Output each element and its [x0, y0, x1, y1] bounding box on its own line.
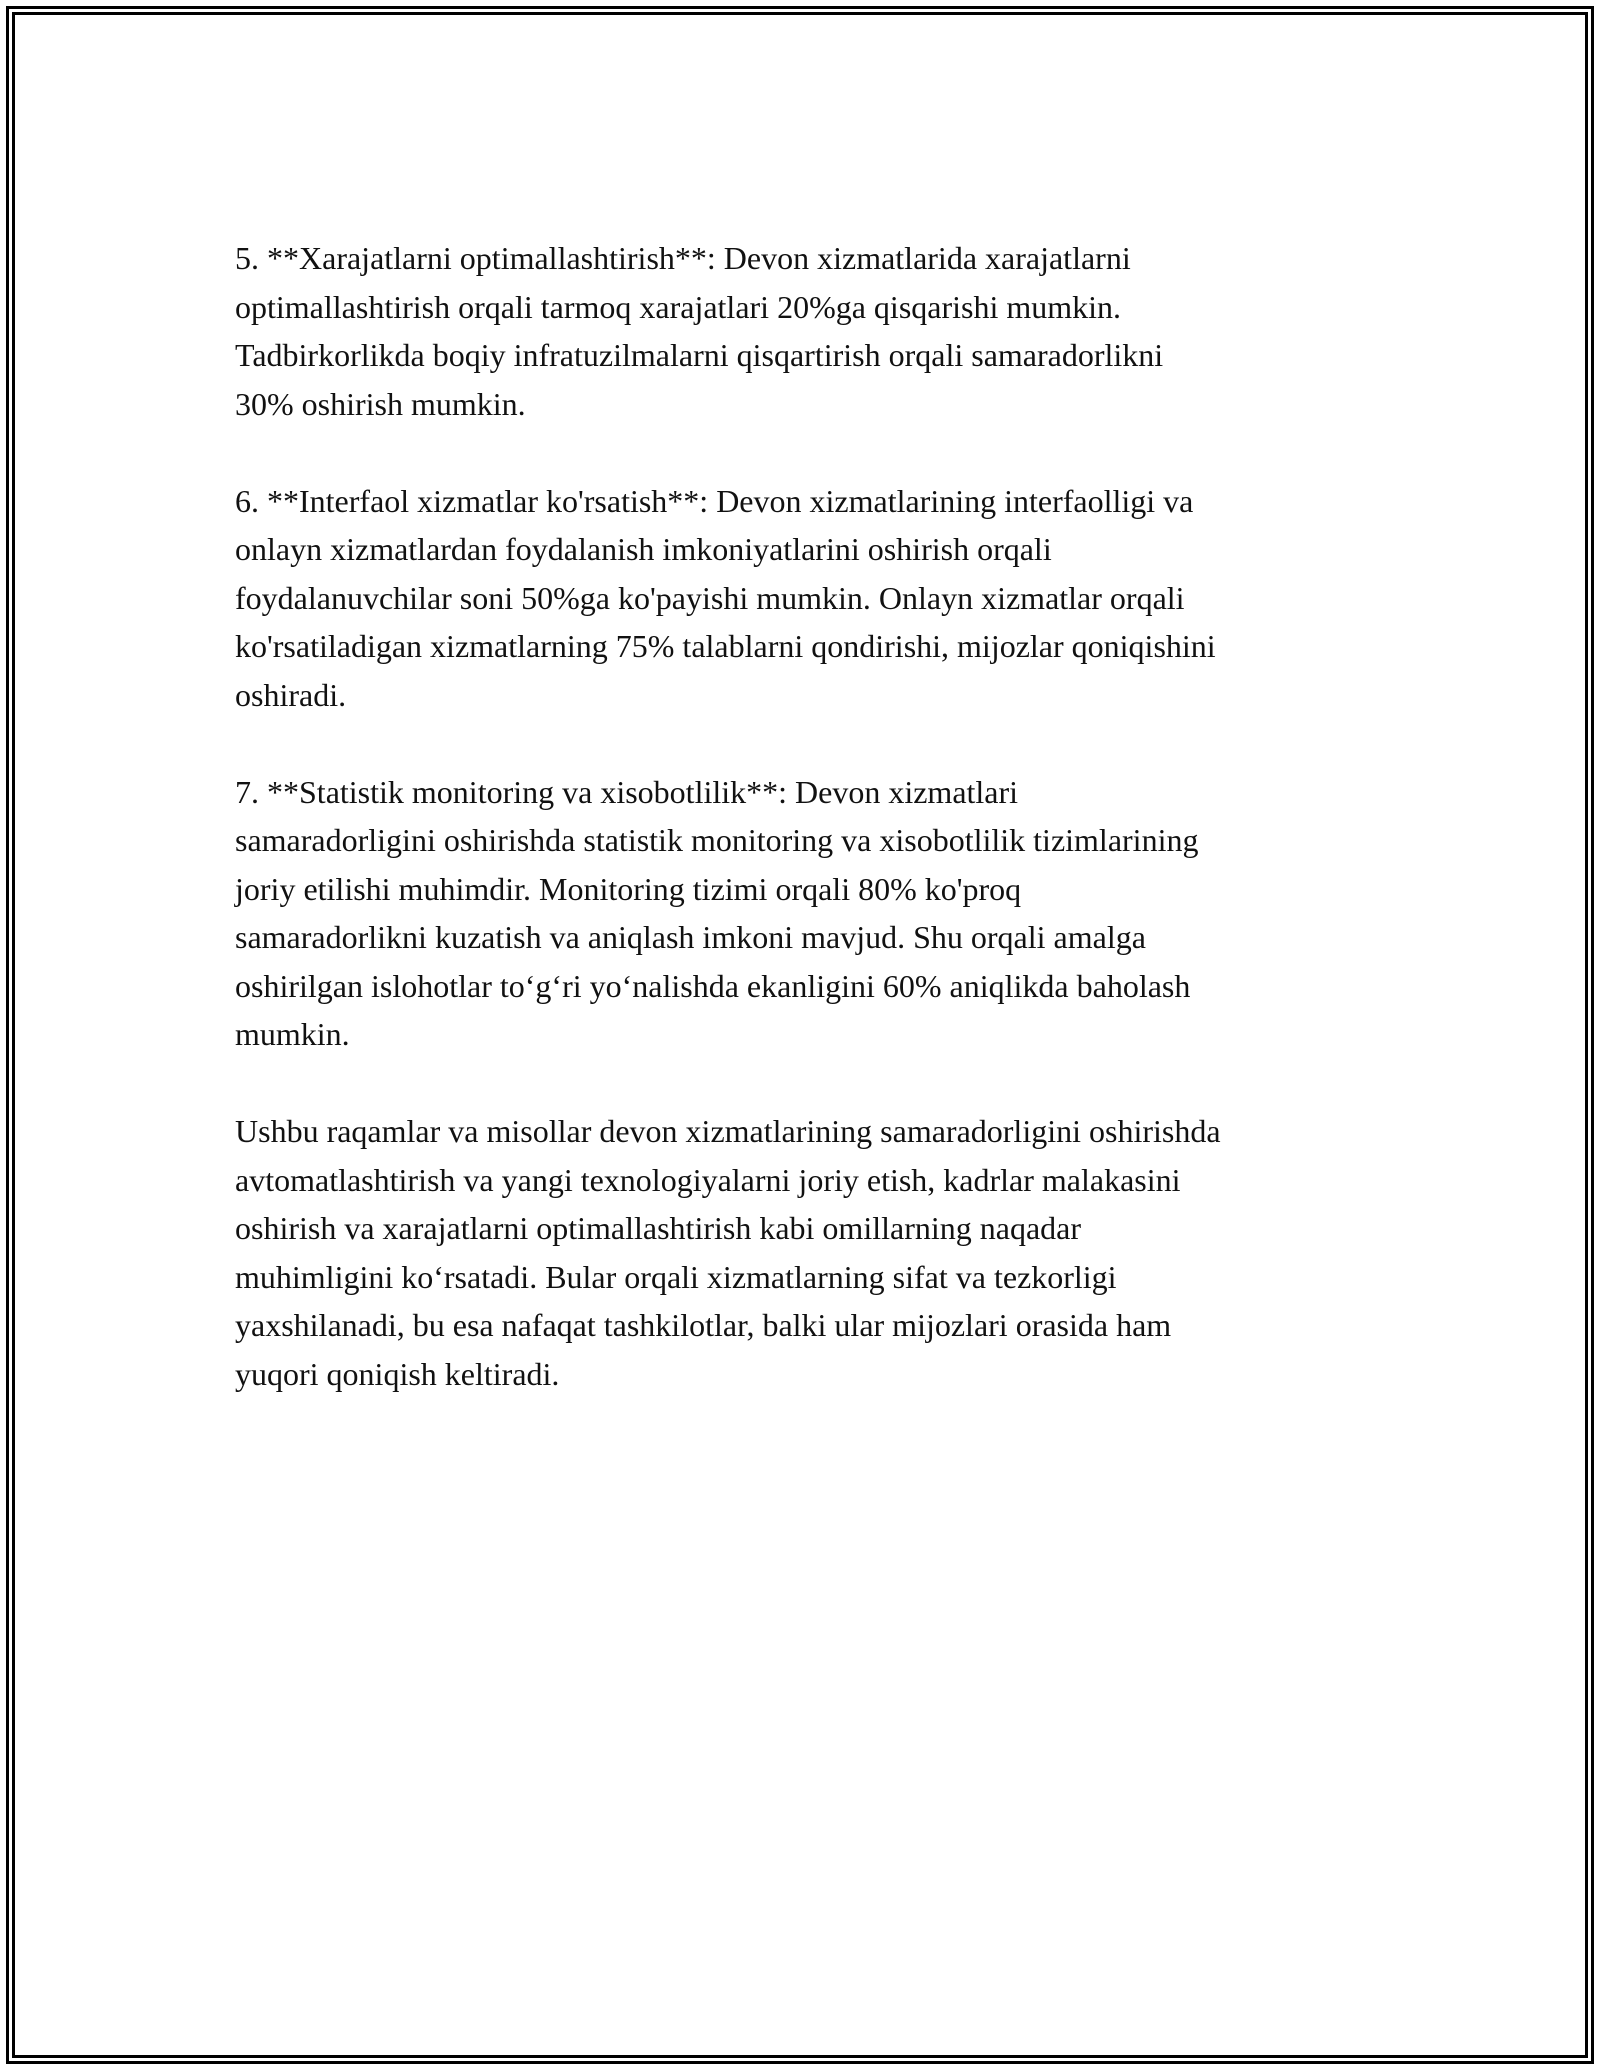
text-line: yuqori qoniqish keltiradi.: [235, 1355, 560, 1392]
text-line: optimallashtirish orqali tarmoq xarajatlari 20%ga qisqarishi mumkin.: [235, 288, 1122, 325]
paragraph-cost-optimization: [235, 234, 1375, 428]
text-line: oshirish va xarajatlarni optimallashtirish kabi omillarning naqadar: [235, 1210, 1081, 1246]
paragraph-interactive-services: [235, 477, 1375, 720]
text-line: oshiradi.: [235, 676, 347, 713]
text-line: 5. **Xarajatlarni optimallashtirish**: Devon xizmatlarida xarajatlarni: [235, 240, 1131, 276]
text-line: samaradorlikni kuzatish va aniqlash imkoni mavjud. Shu orqali amalga: [235, 919, 1146, 955]
text-line: ko'rsatiladigan xizmatlarning 75% talablarni qondirishi, mijozlar qoniqishini: [235, 628, 1216, 664]
text-line: oshirilgan islohotlar to‘g‘ri yo‘nalishda ekanligini 60% aniqlikda baholash: [235, 967, 1191, 1004]
document-body: [235, 234, 1375, 1398]
paragraph-statistical-monitoring: [235, 768, 1375, 1059]
text-line: Ushbu raqamlar va misollar devon xizmatlarining samaradorligini oshirishda: [235, 1113, 1221, 1149]
text-line: onlayn xizmatlardan foydalanish imkoniyatlarini oshirish orqali: [235, 531, 1052, 567]
paragraph-conclusion: [235, 1107, 1375, 1398]
text-line: muhimligini ko‘rsatadi. Bular orqali xizmatlarning sifat va tezkorligi: [235, 1258, 1117, 1295]
text-line: mumkin.: [235, 1016, 350, 1052]
text-line: Tadbirkorlikda boqiy infratuzilmalarni qisqartirish orqali samaradorlikni: [235, 337, 1164, 373]
text-line: joriy etilishi muhimdir. Monitoring tizimi orqali 80% ko'proq: [235, 870, 1022, 907]
text-line: samaradorligini oshirishda statistik monitoring va xisobotlilik tizimlarining: [235, 822, 1199, 858]
text-line: 6. **Interfaol xizmatlar ko'rsatish**: Devon xizmatlarining interfaolligi va: [235, 482, 1194, 519]
text-line: avtomatlashtirish va yangi texnologiyalarni joriy etish, kadrlar malakasini: [235, 1161, 1181, 1198]
text-line: yaxshilanadi, bu esa nafaqat tashkilotlar, balki ular mijozlari orasida ham: [235, 1307, 1172, 1343]
text-line: 7. **Statistik monitoring va xisobotlilik**: Devon xizmatlari: [235, 773, 1019, 810]
text-line: foydalanuvchilar soni 50%ga ko'payishi mumkin. Onlayn xizmatlar orqali: [235, 579, 1185, 616]
text-line: 30% oshirish mumkin.: [235, 385, 526, 422]
